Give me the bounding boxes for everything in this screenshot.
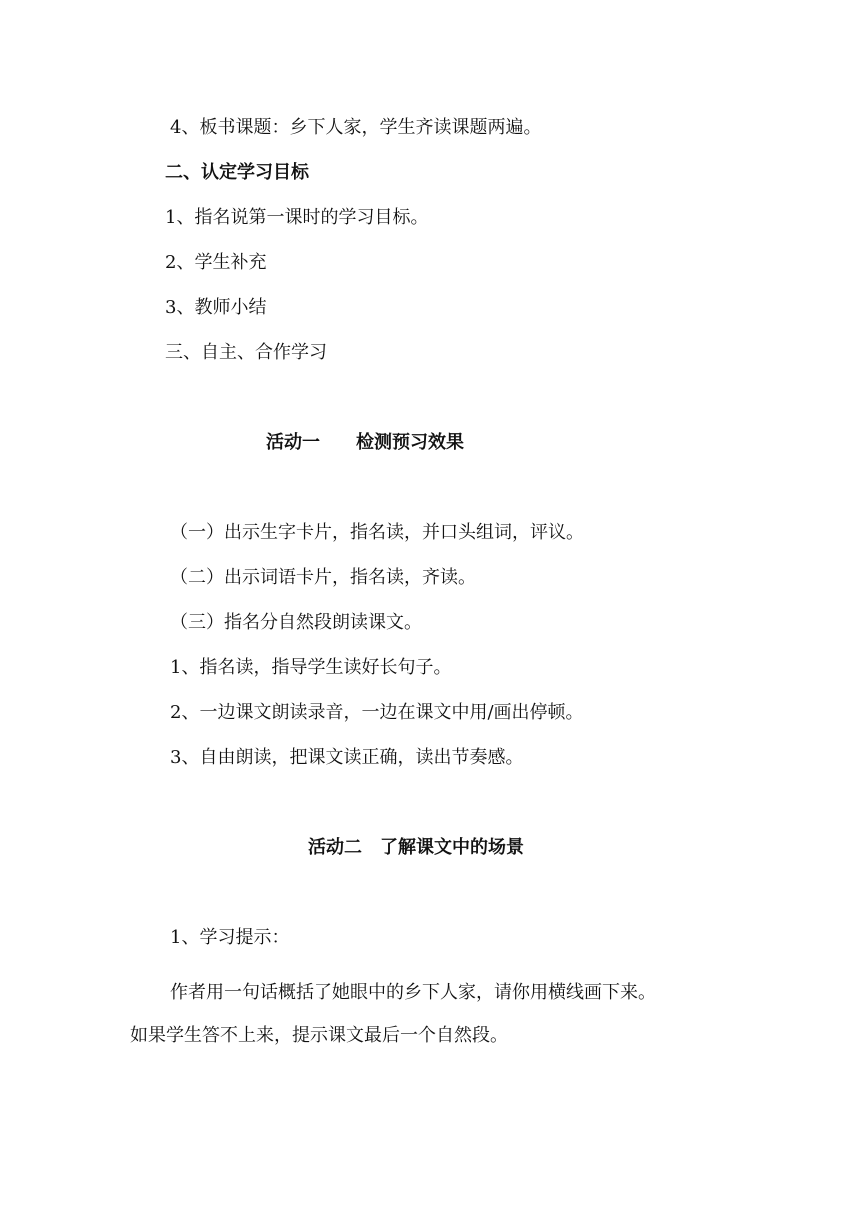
goal-item-1: 1、指名说第一课时的学习目标。 <box>165 207 429 228</box>
section-heading-goals: 二、认定学习目标 <box>165 162 309 183</box>
activity-2-step-1: 1、学习提示： <box>170 927 290 948</box>
activity-1-heading: 活动一 检测预习效果 <box>266 432 464 453</box>
activity-1-item-c: （三）指名分自然段朗读课文。 <box>170 612 422 633</box>
activity-2-heading: 活动二 了解课文中的场景 <box>308 837 524 858</box>
reading-step-2: 2、一边课文朗读录音，一边在课文中用/画出停顿。 <box>170 702 584 723</box>
reading-step-3: 3、自由朗读，把课文读正确，读出节奏感。 <box>170 747 524 768</box>
section-heading-cooperative: 三、自主、合作学习 <box>165 342 327 363</box>
step-4-write-title: 4、板书课题：乡下人家，学生齐读课题两遍。 <box>170 117 542 138</box>
activity-2-hint: 如果学生答不上来，提示课文最后一个自然段。 <box>130 1025 508 1046</box>
goal-item-2: 2、学生补充 <box>165 252 267 273</box>
reading-step-1: 1、指名读，指导学生读好长句子。 <box>170 657 452 678</box>
activity-2-prompt: 作者用一句话概括了她眼中的乡下人家，请你用横线画下来。 <box>170 982 656 1003</box>
activity-1-item-a: （一）出示生字卡片，指名读，并口头组词，评议。 <box>170 522 584 543</box>
activity-1-item-b: （二）出示词语卡片，指名读，齐读。 <box>170 567 476 588</box>
goal-item-3: 3、教师小结 <box>165 297 267 318</box>
